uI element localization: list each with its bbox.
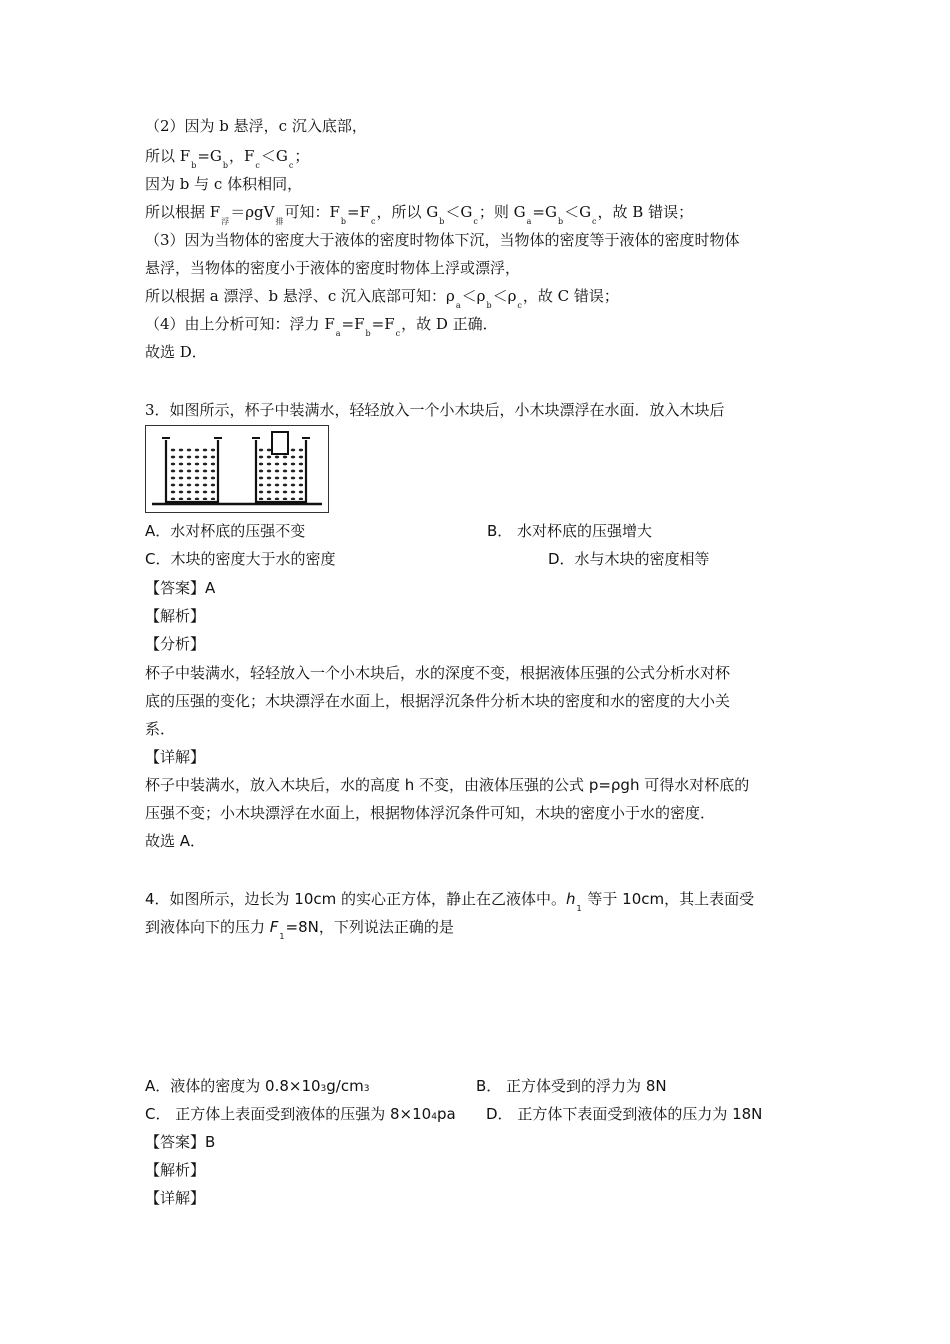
q4-option-d[interactable]: D． 正方体下表面受到液体的压力为 18N — [486, 1105, 763, 1123]
solution-line-float: 悬浮，当物体的密度小于液体的密度时物体上浮或漂浮， — [145, 259, 521, 277]
q4-option-c[interactable]: C． 正方体上表面受到液体的压强为 8×104pa — [145, 1105, 456, 1123]
q3-xiangjie-text-2: 压强不变；小木块漂浮在水面上，根据物体浮沉条件可知，木块的密度小于水的密度． — [145, 804, 716, 822]
q3-stem: 3．如图所示，杯子中装满水，轻轻放入一个小木块后，小木块漂浮在水面．放入木块后 — [145, 401, 725, 419]
wood-block — [272, 432, 288, 454]
beaker-right — [252, 432, 310, 502]
solution-answer: 故选 D． — [145, 343, 207, 361]
q3-option-a[interactable]: A．水对杯底的压强不变 — [145, 522, 306, 540]
q3-jiexi-heading: 【解析】 — [145, 607, 206, 625]
q3-xiangjie-text-3: 故选 A． — [145, 832, 206, 850]
q3-fenxi-text-3: 系． — [145, 720, 176, 738]
solution-line-buoyancy: 所以根据 $F_浮=\rho gV_排$可知：$F_b=F_c$，所以 $G_b<G_c$；则 $G_a=G_b<G_c$，故 B 错误； — [145, 203, 694, 226]
q3-answer: 【答案】A — [145, 579, 216, 597]
q4-option-a[interactable]: A．液体的密度为 0.8×103g/cm3 — [145, 1077, 370, 1095]
solution-line-3: （3）因为当物体的密度大于液体的密度时物体下沉，当物体的密度等于液体的密度时物体 — [145, 231, 740, 249]
q4-xiangjie-heading: 【详解】 — [145, 1189, 206, 1207]
q3-fenxi-text-1: 杯子中装满水，轻轻放入一个小木块后，水的深度不变，根据液体压强的公式分析水对杯 — [145, 664, 731, 682]
q3-fenxi-heading: 【分析】 — [145, 635, 206, 653]
q3-option-c[interactable]: C．木块的密度大于水的密度 — [145, 550, 336, 568]
q4-stem-line-2: 到液体向下的压力 $F_1=8N$，下列说法正确的是 — [145, 918, 454, 941]
q3-option-d[interactable]: D．水与木块的密度相等 — [548, 550, 710, 568]
q3-option-b[interactable]: B． 水对杯底的压强增大 — [487, 522, 653, 540]
q3-xiangjie-heading: 【详解】 — [145, 748, 206, 766]
solution-line-forces: 所以 $F_b=G_b$，$F_c<G_c$； — [145, 147, 310, 170]
q4-option-b[interactable]: B． 正方体受到的浮力为 8N — [476, 1077, 667, 1095]
q4-answer: 【答案】B — [145, 1133, 216, 1151]
solution-line-density: 所以根据 a 漂浮、b 悬浮、c 沉入底部可知：$\rho_a<\rho_b<\rho_c$，故 C 错误； — [145, 287, 619, 310]
beaker-illustration — [146, 426, 328, 512]
solution-line-2: （2）因为 b 悬浮，c 沉入底部， — [145, 117, 367, 135]
beaker-left — [162, 438, 222, 502]
q3-xiangjie-text-1: 杯子中装满水，放入木块后，水的高度 h 不变，由液体压强的公式 p=ρgh 可得水对杯底的 — [145, 776, 750, 794]
q4-stem-line-1: 4．如图所示，边长为 10cm 的实心正方体，静止在乙液体中。$h_1$ 等于 10cm，其上表面受 — [145, 890, 755, 913]
solution-line-4: （4）由上分析可知：浮力 $F_a=F_b=F_c$，故 D 正确． — [145, 315, 498, 338]
q3-fenxi-text-2: 底的压强的变化；木块漂浮在水面上，根据浮沉条件分析木块的密度和水的密度的大小关 — [145, 692, 731, 710]
q3-beaker-figure — [145, 425, 329, 513]
q4-jiexi-heading: 【解析】 — [145, 1161, 206, 1179]
solution-line-volume: 因为 b 与 c 体积相同， — [145, 175, 303, 193]
